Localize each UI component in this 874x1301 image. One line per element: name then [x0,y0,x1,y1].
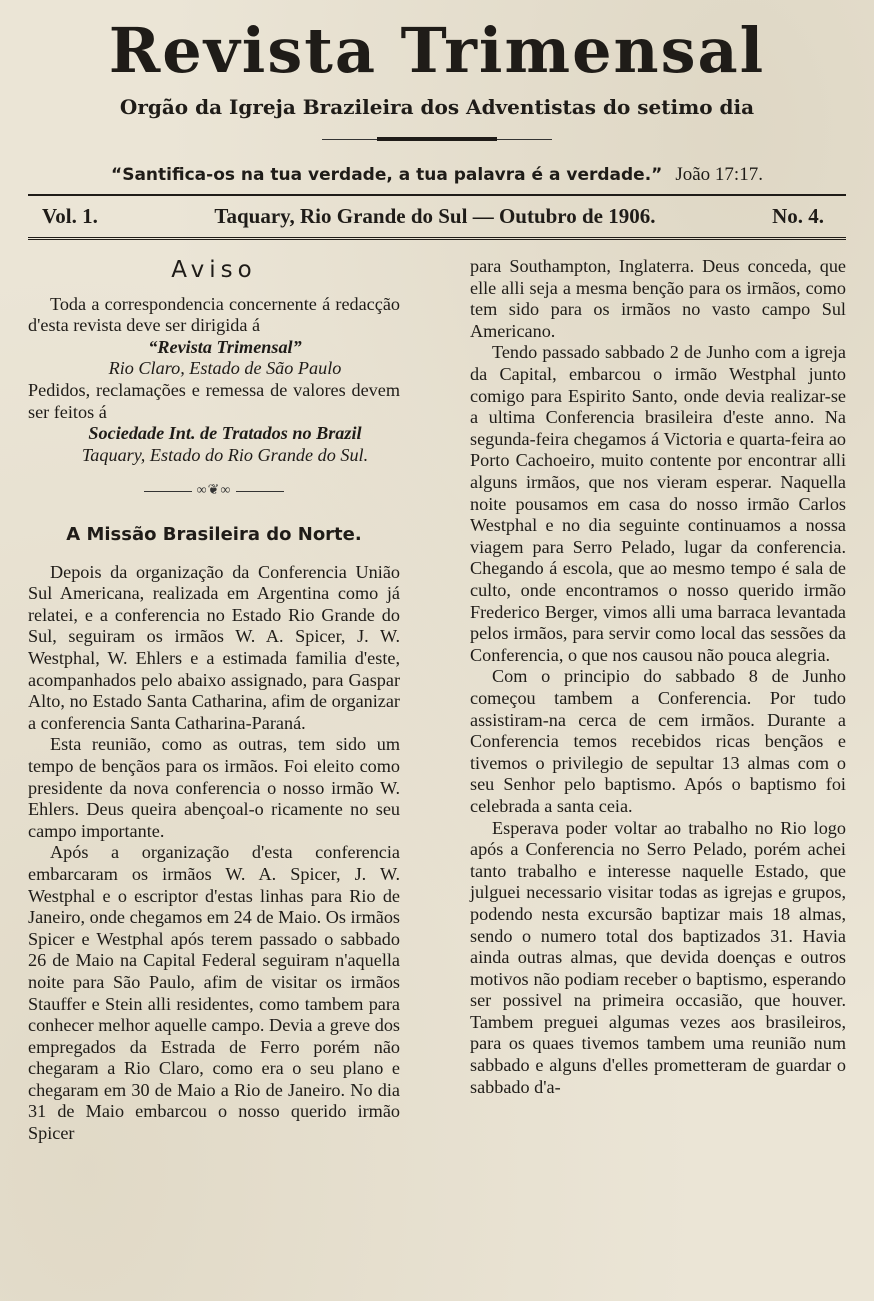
publication-title: Revista Trimensal [108,14,766,87]
issue-line [28,194,846,240]
issue-place-date: Taquary, Rio Grande do Sul — Outubro de 1906. [214,204,656,229]
article-paragraph: para Southampton, Inglaterra. Deus conceda, que elle alli seja a mesma benção para os irmãos, como tem sido para os irmãos no vasto campo Sul Americano. [470,256,846,341]
motto-quote: “Santifica-os na tua verdade, a tua palavra é a verdade.” [111,165,663,186]
article-title: A Missão Brasileira do Norte. [66,524,362,546]
motto [28,163,846,186]
aviso-paragraph: Toda a correspondencia concernente á redacção d'esta revista deve ser dirigida á [28,293,400,336]
motto-reference: João 17:17. [675,164,763,186]
aviso-title: Aviso [171,257,257,284]
article-paragraph: Após a organização d'esta conferencia embarcaram os irmãos W. A. Spicer, J. W. Westphal e o escriptor d'estas linhas para Rio de Janeiro, onde chegamos em 24 de Maio. Os irmãos Spicer e Westphal após terem passado o sabbado 26 de Maio na Capital Federal seguiram n'aquella noite para São Paulo, afim de visitar os irmãos Stauffer e Stein alli residentes, como tambem para conhecer melhor aquelle campo. Devia a greve dos empregados da Estrada de Ferro porém não chegaram a Rio Claro, como era o seu plano e chegaram em 30 de Maio a Rio de Janeiro. No dia 31 de Maio embarcou o nosso querido irmão Spicer [28,842,400,1144]
aviso-paragraph: Pedidos, reclamações e remessa de valores devem ser feitos á [28,380,400,422]
publication-subtitle: Orgão da Igreja Brazileira dos Adventistas do setimo dia [119,95,755,120]
article-paragraph: Depois da organização da Conferencia União Sul Americana, realizada em Argentina como já relatei, e a conferencia no Estado Rio Grande do Sul, seguiram os irmãos W. A. Spicer, J. W. Westphal, W. Ehlers e a estimada familia d'este, acompanhados pelo abaixo assignado, para Gaspar Alto, no Estado Santa Catharina, afim de organizar a conferencia Santa Catharina-Paraná. [28,561,400,733]
ornament-rule [322,135,552,145]
ornamental-divider [28,480,400,502]
article-columns [28,256,846,1145]
aviso-address-line: Taquary, Estado do Rio Grande do Sul. [81,444,369,465]
masthead [28,0,846,186]
right-column [470,256,846,1145]
aviso-address-line: Rio Claro, Estado de São Paulo [108,358,342,379]
article-paragraph: Tendo passado sabbado 2 de Junho com a igreja da Capital, embarcou o irmão Westphal junto comigo para Espirito Santo, onde devia realizar-se a ultima Conferencia brasileira d'este anno. Na segunda-feira chegamos á Victoria e quarta-feira ao Porto Cachoeiro, muito contente por encontrar alli alguns irmãos, que nos vieram esperar. Naquella noite pousamos em casa do nosso irmão Carlos Westphal e no dia seguinte continuamos a nossa viagem para Serro Pelado, lugar da conferencia. Chegando á escola, que ao mesmo tempo é sala de culto, onde encontramos o nosso querido irmão Frederico Berger, vimos alli uma barraca levantada pelos irmãos, para servir como local das sessões da Conferencia, o que nos causou não pouca alegria. [470,342,846,665]
article-paragraph: Esperava poder voltar ao trabalho no Rio logo após a Conferencia no Serro Pelado, porém achei tanto trabalho e interesse naquelle Estado, que julguei necessario visitar todas as igrejas e grupos, podendo nesta excursão baptizar mais 18 almas, sendo o numero total dos baptizados 31. Havia ainda outras almas, que devida doenças e outros motivos não podiam receber o baptismo, esperando ser possivel na primeira occasião, que houver. Tambem preguei algumas vezes aos brasileiros, para os quaes tivemos tambem uma reunião num sabbado e alguns d'elles prometteram de guardar o sabbado d'a- [470,817,846,1097]
left-column [28,256,400,1145]
issue-volume: Vol. 1. [42,204,98,229]
aviso-address-line: Sociedade Int. de Tratados no Brazil [88,423,362,444]
article-paragraph: Esta reunião, como as outras, tem sido um tempo de bençãos para os irmãos. Foi eleito como presidente da nova conferencia o nosso irmão W. Ehlers. Deus queira abençoal-o ricamente no seu campo importante. [28,734,400,841]
aviso-address-line: “Revista Trimensal” [148,336,302,357]
divider-ornament: ∞❦∞ [196,483,232,499]
article-paragraph: Com o principio do sabbado 8 de Junho começou tambem a Conferencia. Por tudo assistiram-na cerca de cem irmãos. Durante a Conferencia temos recebidos ricas bençãos e tivemos o privilegio de sepultar 13 almas com o seu Senhor pelo baptismo. Após o baptismo foi celebrada a santa ceia. [470,666,846,816]
issue-number: No. 4. [772,204,824,229]
